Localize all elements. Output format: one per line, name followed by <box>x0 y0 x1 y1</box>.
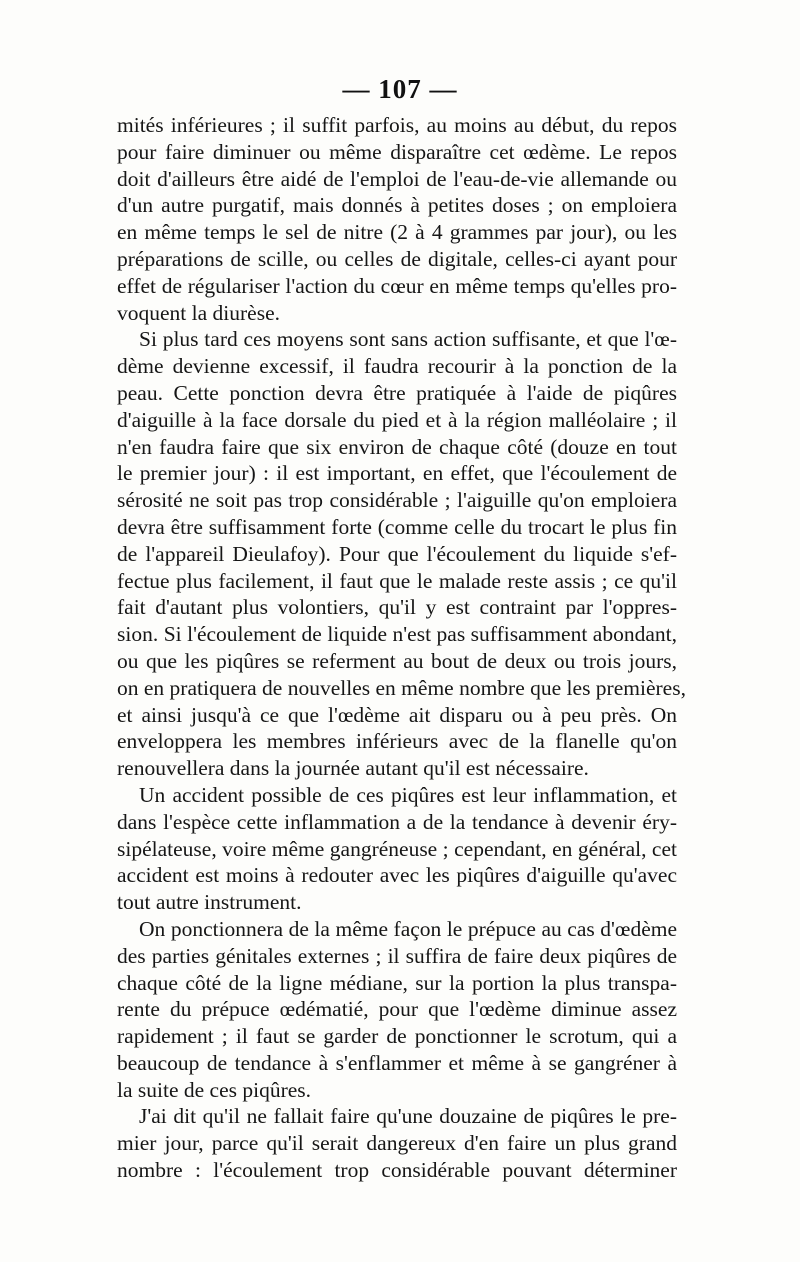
text-line: de l'appareil Dieulafoy). Pour que l'écoulement du liquide s'ef- <box>117 541 677 566</box>
text-line: le premier jour) : il est important, en effet, que l'écoulement de <box>117 461 677 486</box>
text-line: beaucoup de tendance à s'enflammer et même à se gangréner à <box>117 1050 677 1075</box>
text-line: mités inférieures ; il suffit parfois, au moins au début, du repos <box>117 113 677 137</box>
text-line: rapidement ; il faut se garder de ponctionner le scrotum, qui a <box>117 1024 677 1049</box>
text-line: pour faire diminuer ou même disparaître cet œdème. Le repos <box>117 139 677 164</box>
text-line: préparations de scille, ou celles de digitale, celles-ci ayant pour <box>117 246 677 271</box>
text-line: sérosité ne soit pas trop considérable ; l'aiguille qu'on emploiera <box>117 488 677 513</box>
text-line: sion. Si l'écoulement de liquide n'est pas suffisamment abondant, <box>117 622 677 647</box>
paragraph <box>117 112 677 326</box>
text-line: d'un autre purgatif, mais donnés à petites doses ; on emploiera <box>117 193 677 218</box>
page-number: — 107 — <box>342 74 458 104</box>
paragraph <box>117 326 686 782</box>
text-line: devra être suffisamment forte (comme celle du trocart le plus fin <box>117 514 677 539</box>
text-line: voquent la diurèse. <box>117 300 280 325</box>
text-line: dans l'espèce cette inflammation a de la tendance à devenir éry- <box>117 809 677 834</box>
text-line: doit d'ailleurs être aidé de l'emploi de l'eau-de-vie allemande ou <box>117 166 677 191</box>
text-line: renouvellera dans la journée autant qu'il est nécessaire. <box>117 756 589 781</box>
text-line: Si plus tard ces moyens sont sans action suffisante, et que l'œ- <box>139 327 677 352</box>
text-line: des parties génitales externes ; il suffira de faire deux piqûres de <box>117 943 677 968</box>
text-line: fectue plus facilement, il faut que le malade reste assis ; ce qu'il <box>117 568 677 593</box>
paragraph <box>117 1103 677 1183</box>
body-text <box>117 112 686 1184</box>
text-line: et ainsi jusqu'à ce que l'œdème ait disparu ou à peu près. On <box>117 702 677 727</box>
text-line: Un accident possible de ces piqûres est leur inflammation, et <box>139 782 677 807</box>
text-line: ou que les piqûres se referment au bout de deux ou trois jours, <box>117 648 677 673</box>
text-line: enveloppera les membres inférieurs avec de la flanelle qu'on <box>117 729 677 754</box>
text-line: peau. Cette ponction devra être pratiquée à l'aide de piqûres <box>117 380 677 405</box>
text-line: en même temps le sel de nitre (2 à 4 grammes par jour), ou les <box>117 220 677 245</box>
text-line: J'ai dit qu'il ne fallait faire qu'une douzaine de piqûres le pre- <box>139 1104 677 1129</box>
text-line: rente du prépuce œdématié, pour que l'œdème diminue assez <box>117 997 677 1022</box>
text-line: effet de régulariser l'action du cœur en même temps qu'elles pro- <box>117 273 677 298</box>
text-line: on en pratiquera de nouvelles en même nombre que les premières, <box>117 675 686 700</box>
text-line: fait d'autant plus volontiers, qu'il y est contraint par l'oppres- <box>117 595 677 620</box>
text-line: mier jour, parce qu'il serait dangereux d'en faire un plus grand <box>117 1131 677 1156</box>
text-line: On ponctionnera de la même façon le prépuce au cas d'œdème <box>139 916 677 941</box>
text-line: dème devienne excessif, il faudra recourir à la ponction de la <box>117 354 677 379</box>
paragraph <box>117 782 677 916</box>
text-line: sipélateuse, voire même gangréneuse ; cependant, en général, cet <box>117 836 677 861</box>
text-line: la suite de ces piqûres. <box>117 1077 312 1102</box>
paragraph <box>117 916 677 1104</box>
text-line: d'aiguille à la face dorsale du pied et à la région malléolaire ; il <box>117 407 677 432</box>
text-line: tout autre instrument. <box>117 890 302 915</box>
text-line: accident est moins à redouter avec les piqûres d'aiguille qu'avec <box>117 863 677 888</box>
text-line: n'en faudra faire que six environ de chaque côté (douze en tout <box>117 434 677 459</box>
text-line: nombre : l'écoulement trop considérable pouvant déterminer <box>117 1158 677 1183</box>
text-line: chaque côté de la ligne médiane, sur la portion la plus transpa- <box>117 970 677 995</box>
